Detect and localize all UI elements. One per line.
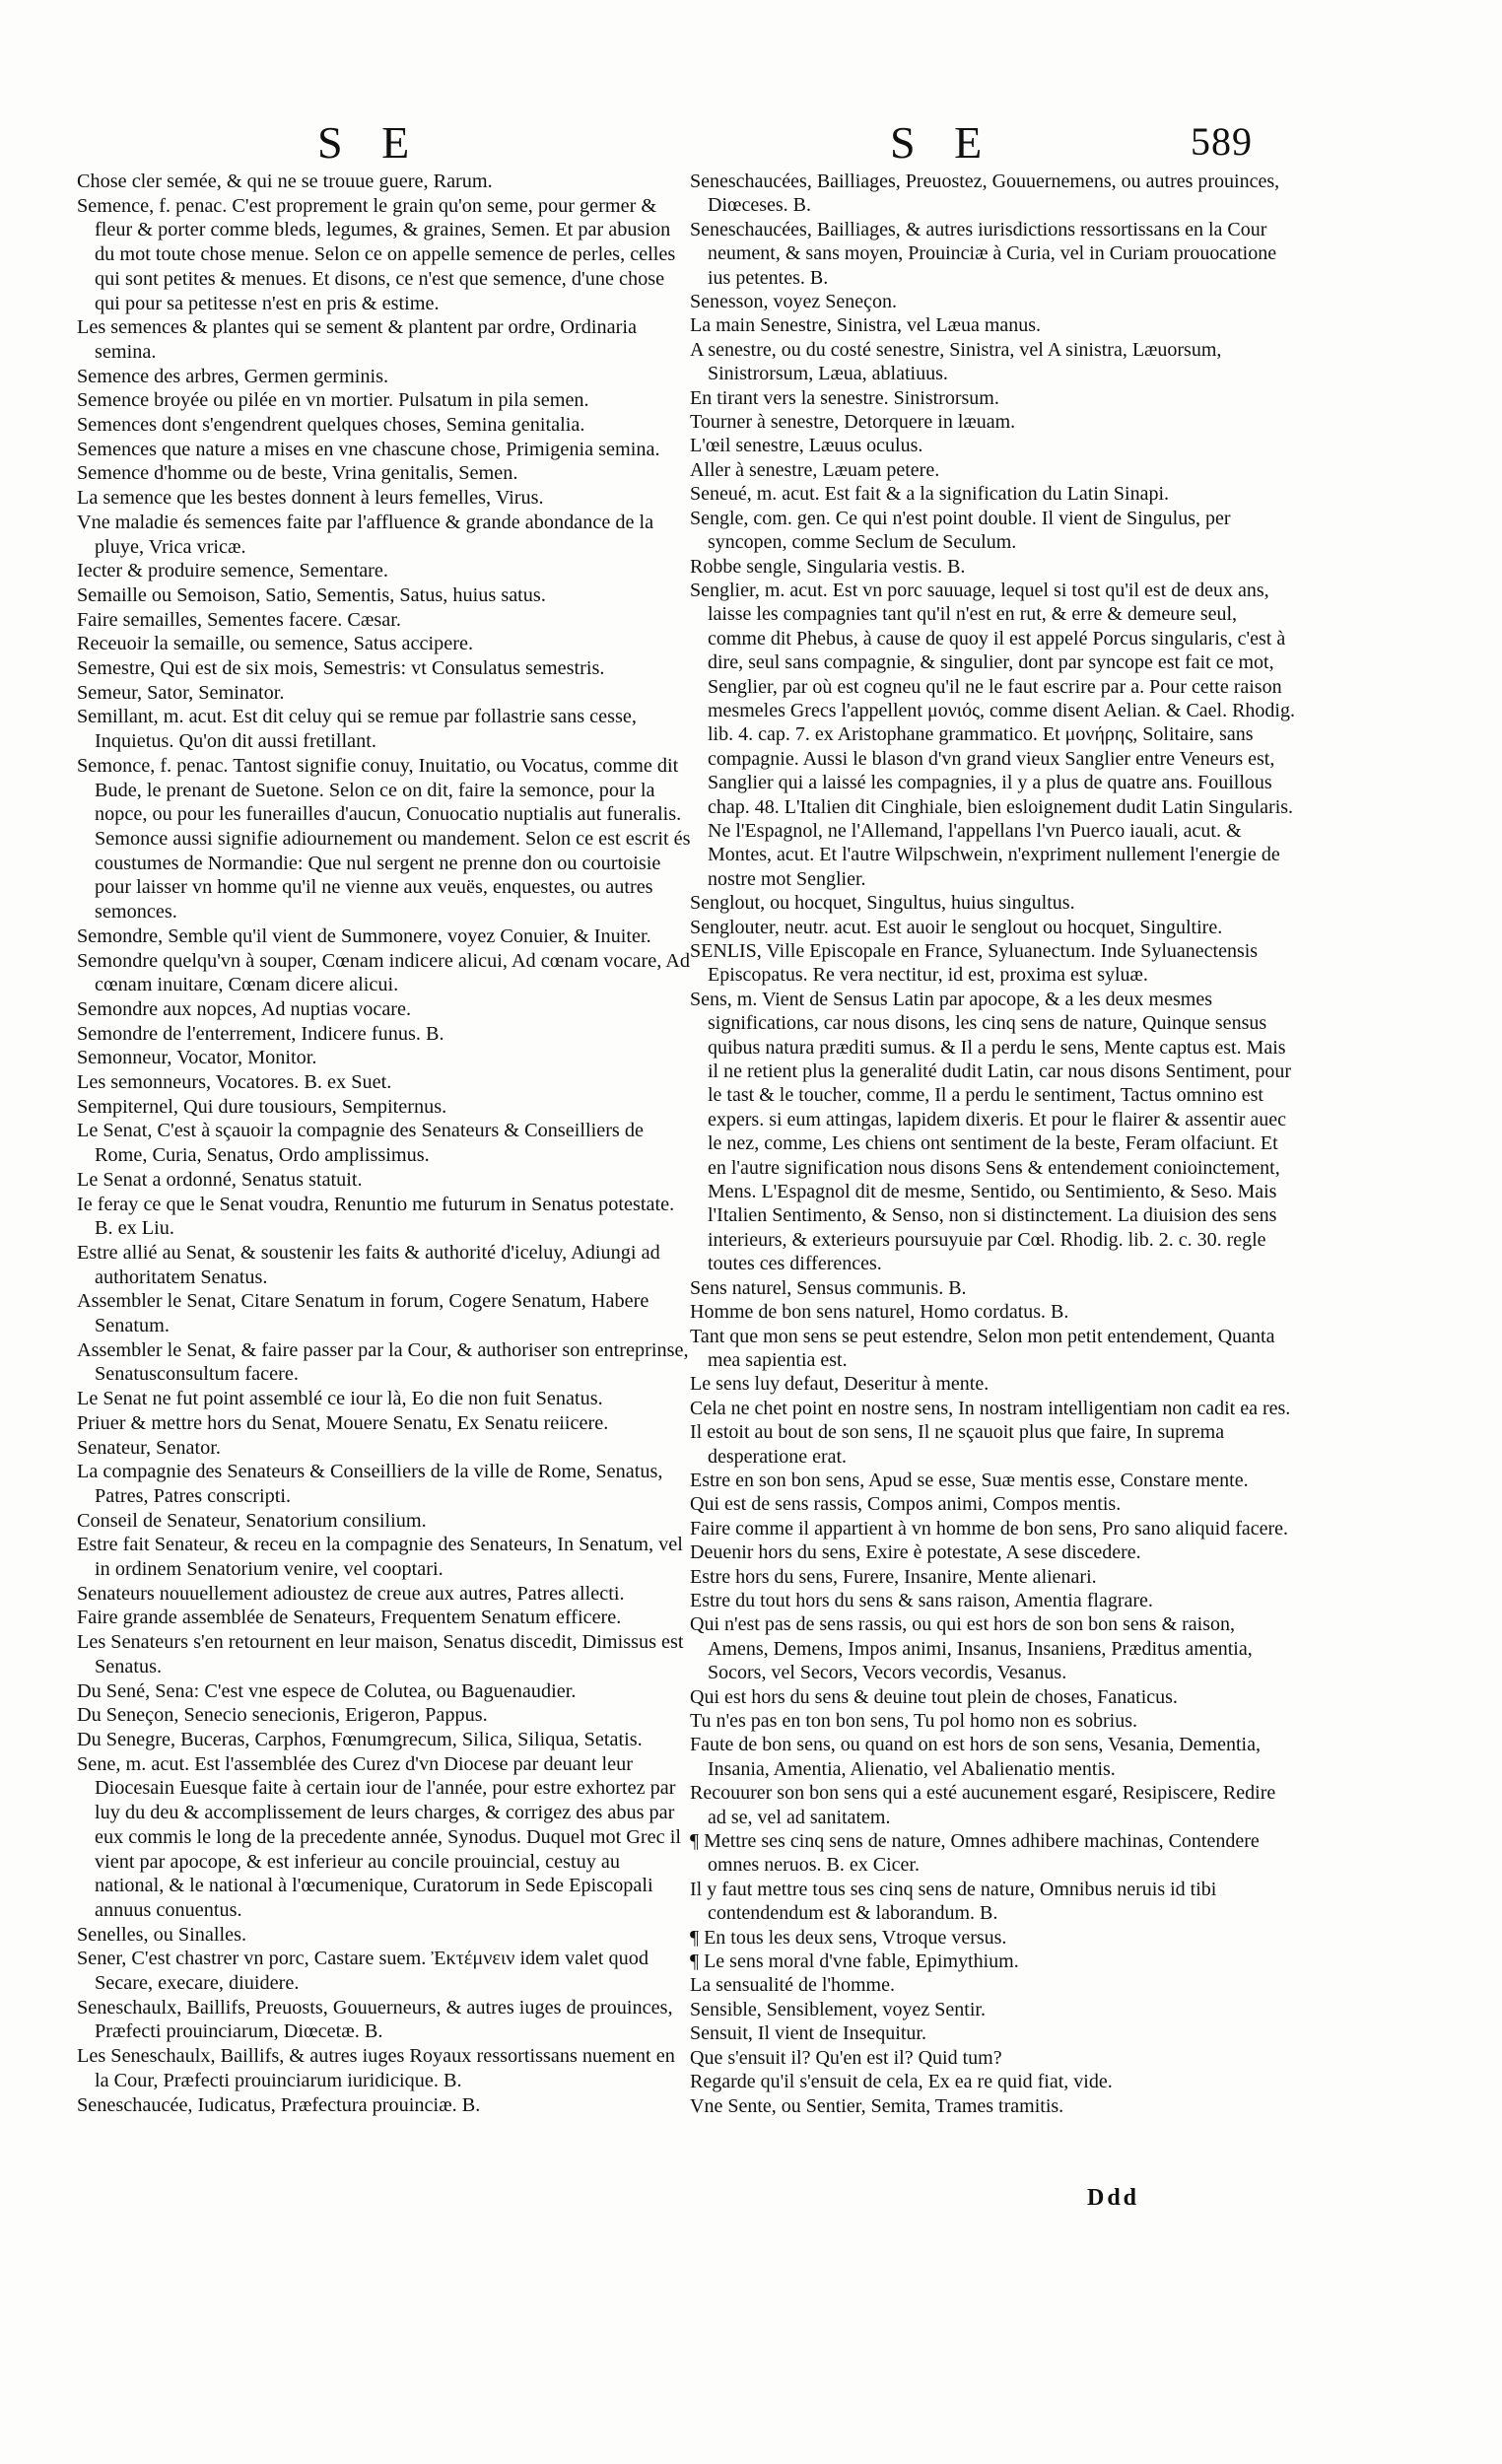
signature-mark: Ddd (1087, 2185, 1140, 2211)
dictionary-entry: Semestre, Qui est de six mois, Semestris: vt Consulatus semestris. (77, 657, 605, 680)
dictionary-entry: Tu n'es pas en ton bon sens, Tu pol homo non es sobrius. (690, 1710, 1138, 1732)
dictionary-entry: Du Seneçon, Senecio senecionis, Erigeron, Pappus. (77, 1704, 488, 1727)
dictionary-entry: Faire semailles, Sementes facere. Cæsar. (77, 608, 401, 631)
dictionary-entry: Sensuit, Il vient de Insequitur. (690, 2022, 926, 2045)
dictionary-entry: Estre fait Senateur, & receu en la compagnie des Senateurs, In Senatum, vel in ordinem Senatorium venire, vel cooptari. (77, 1534, 683, 1581)
dictionary-entry: Priuer & mettre hors du Senat, Mouere Senatu, Ex Senatu reiicere. (77, 1411, 609, 1434)
dictionary-entry: Faire comme il appartient à vn homme de bon sens, Pro sano aliquid facere. (690, 1517, 1289, 1540)
dictionary-entry: L'œil senestre, Læuus oculus. (690, 435, 923, 457)
dictionary-entry: Aller à senestre, Læuam petere. (690, 458, 940, 481)
dictionary-entry: Semence, f. penac. C'est proprement le grain qu'on seme, pour germer & fleur & porter comme bleds, legumes, & graines, Semen. Et par abusion du mot toute chose menue. Selon ce on appelle semence de perles, celles qui sont petites & menues. Et disons, ce n'est que semence, d'une chose qui pour sa petitesse n'est en pris & estime. (77, 194, 676, 314)
dictionary-entry: Regarde qu'il s'ensuit de cela, Ex ea re quid fiat, vide. (690, 2071, 1113, 2093)
dictionary-entry: Estre hors du sens, Furere, Insanire, Mente alienari. (690, 1565, 1097, 1588)
dictionary-entry: Qui est de sens rassis, Compos animi, Compos mentis. (690, 1493, 1122, 1516)
dictionary-entry: Qui est hors du sens & deuine tout plein de choses, Fanaticus. (690, 1685, 1178, 1708)
dictionary-entry: Semeur, Sator, Seminator. (77, 681, 285, 704)
dictionary-entry: Cela ne chet point en nostre sens, In nostram intelligentiam non cadit ea res. (690, 1397, 1291, 1419)
page-number: 589 (1191, 119, 1253, 164)
dictionary-entry: ¶ En tous les deux sens, Vtroque versus. (690, 1926, 1007, 1949)
running-head-left: S E (317, 117, 424, 168)
dictionary-entry: La main Senestre, Sinistra, vel Læua manus. (690, 314, 1042, 337)
dictionary-entry: Il y faut mettre tous ses cinq sens de nature, Omnibus neruis id tibi contendendum est & laborandum. B. (690, 1878, 1217, 1925)
right-column (690, 170, 1295, 2118)
dictionary-entry: Faire grande assemblée de Senateurs, Frequentem Senatum efficere. (77, 1607, 622, 1629)
dictionary-entry: Tourner à senestre, Detorquere in læuam. (690, 411, 1016, 434)
dictionary-entry: ¶ Mettre ses cinq sens de nature, Omnes adhibere machinas, Contendere omnes neruos. B. ex Cicer. (690, 1830, 1260, 1877)
dictionary-entry: Seneschaulx, Baillifs, Preuosts, Gouuerneurs, & autres iuges de prouinces, Præfecti prouinciarum, Diœcetæ. B. (77, 1996, 673, 2043)
dictionary-entry: Homme de bon sens naturel, Homo cordatus. B. (690, 1301, 1069, 1324)
dictionary-entry: Estre du tout hors du sens & sans raison, Amentia flagrare. (690, 1589, 1153, 1611)
dictionary-entry: Semence des arbres, Germen germinis. (77, 365, 389, 387)
dictionary-entry: Semonce, f. penac. Tantost signifie conuy, Inuitatio, ou Vocatus, comme dit Bude, le prenant de Suetone. Selon ce on dit, faire la semonce, pour la nopce, ou pour les funerailles d'aucun, Conuocatio nuptialis aut funeralis. Semonce aussi signifie adiournement ou mandement. Selon ce est escrit és coustumes de Normandie: Que nul sergent ne prenne don ou courtoisie pour laisser vn homme qu'il ne vienne aux veuës, enquestes, ou autres semonces. (77, 754, 691, 924)
dictionary-entry: Semondre quelqu'vn à souper, Cœnam indicere alicui, Ad cœnam vocare, Ad cœnam inuitare, Cœnam dicere alicui. (77, 949, 690, 996)
dictionary-entry: Que s'ensuit il? Qu'en est il? Quid tum? (690, 2046, 1002, 2069)
dictionary-entry: La compagnie des Senateurs & Conseilliers de la ville de Rome, Senatus, Patres, Patres conscripti. (77, 1461, 663, 1507)
dictionary-entry: Semences que nature a mises en vne chascune chose, Primigenia semina. (77, 438, 660, 460)
dictionary-entry: Du Senegre, Buceras, Carphos, Fœnumgrecum, Silica, Siliqua, Setatis. (77, 1729, 643, 1750)
dictionary-entry: Sener, C'est chastrer vn porc, Castare suem. Ἐκτέμνειν idem valet quod Secare, execare, diuidere. (77, 1948, 649, 1995)
dictionary-entry: Sene, m. acut. Est l'assemblée des Curez d'vn Diocese par deuant leur Diocesain Euesque faite à certain iour de l'année, pour estre exhortez par luy du deu & accomplissement de leurs charges, & corrigez des abus par eux commis le long de la precedente année, Synodus. Duquel mot Grec il vient par apocope, & est inferieur au concile prouincial, cestuy au national, & le national à l'œcumenique, Curatorum in Sede Episcopali annuus conuentus. (77, 1752, 681, 1921)
dictionary-entry: Seneschaucées, Bailliages, Preuostez, Gouuernemens, ou autres prouinces, Diœceses. B. (690, 171, 1280, 217)
dictionary-entry: Vne Sente, ou Sentier, Semita, Trames tramitis. (690, 2094, 1064, 2117)
dictionary-entry: Senglouter, neutr. acut. Est auoir le senglout ou hocquet, Singultire. (690, 916, 1223, 938)
dictionary-entry: Du Sené, Sena: C'est vne espece de Colutea, ou Baguenaudier. (77, 1679, 577, 1702)
dictionary-entry: ¶ Le sens moral d'vne fable, Epimythium. (690, 1951, 1019, 1973)
dictionary-entry: Semondre aux nopces, Ad nuptias vocare. (77, 997, 412, 1020)
dictionary-entry: Senesson, voyez Seneçon. (690, 291, 897, 313)
dictionary-entry: Seneschaucée, Iudicatus, Præfectura prouinciæ. B. (77, 2093, 481, 2116)
dictionary-entry: Semondre, Semble qu'il vient de Summonere, voyez Conuier, & Inuiter. (77, 924, 651, 947)
dictionary-entry: Il estoit au bout de son sens, Il ne sçauoit plus que faire, In suprema desperatione erat. (690, 1421, 1225, 1468)
dictionary-entry: Semences dont s'engendrent quelques choses, Semina genitalia. (77, 414, 585, 437)
dictionary-entry: Assembler le Senat, & faire passer par la Cour, & authoriser son entreprinse, Senatusconsultum facere. (77, 1338, 689, 1386)
dictionary-entry: Seneschaucées, Bailliages, & autres iurisdictions ressortissans en la Cour neument, & sans moyen, Prouinciæ à Curia, vel in Curiam prouocatione ius petentes. B. (690, 218, 1277, 289)
dictionary-entry: Semillant, m. acut. Est dit celuy qui se remue par follastrie sans cesse, Inquietus. Qu'on dit aussi fretillant. (77, 706, 637, 753)
left-column (77, 170, 694, 2117)
dictionary-entry: Sens, m. Vient de Sensus Latin par apocope, & a les deux mesmes significations, car nous disons, les cinq sens de nature, Quinque sensus quibus natura præditi sumus. & Il a perdu le sens, Mente captus est. Mais il ne retient plus la generalité dudit Latin, car nous disons Sentiment, pour le tast & le toucher, comme, Il a perdu le sentiment, Tactus omnino est expers. si eum attingas, lapidem dixeris. Et pour le flairer & assentir auec le nez, comme, Les chiens ont sentiment de la beste, Feram olfaciunt. Et en l'autre signification nous disons Sens & entendement conioinctement, Mens. L'Espagnol dit de mesme, Sentido, ou Sentimiento, & Seso. Mais l'Italien Sentimento, & Senso, non si distinctement. La diuision des sens interieurs, & exterieurs poursuyuie par Cœl. Rhodig. lib. 2. c. 30. regle toutes ces differences. (690, 988, 1292, 1275)
dictionary-entry: Seneué, m. acut. Est fait & a la signification du Latin Sinapi. (690, 483, 1169, 506)
dictionary-entry: Faute de bon sens, ou quand on est hors de son sens, Vesania, Dementia, Insania, Amentia, Alienatio, vel Abalienatio mentis. (690, 1734, 1261, 1780)
dictionary-entry: Semondre de l'enterrement, Indicere funus. B. (77, 1022, 444, 1045)
dictionary-entry: Qui n'est pas de sens rassis, ou qui est hors de son bon sens & raison, Amens, Demens, Impos animi, Insanus, Insaniens, Præditus amentia, Socors, vel Secors, Vecors vecordis, Vesanus. (690, 1613, 1253, 1684)
dictionary-entry: Conseil de Senateur, Senatorium consilium. (77, 1509, 427, 1532)
dictionary-entry: Chose cler semée, & qui ne se trouue guere, Rarum. (77, 171, 493, 192)
dictionary-entry: Semaille ou Semoison, Satio, Sementis, Satus, huius satus. (77, 583, 546, 606)
dictionary-entry: Sengle, com. gen. Ce qui n'est point double. Il vient de Singulus, per syncopen, comme Seclum de Seculum. (690, 507, 1231, 554)
dictionary-entry: Receuoir la semaille, ou semence, Satus accipere. (77, 633, 474, 655)
dictionary-entry: Senglier, m. acut. Est vn porc sauuage, lequel si tost qu'il est de deux ans, laisse les compagnies tant qu'il n'est en rut, & erre & demeure seul, comme dit Phebus, à cause de quoy il est appelé Porcus singularis, c'est à dire, seul sans compagnie, & singulier, dont par syncope est fait ce mot, Senglier, par où est cogneu qu'il ne le faut escrire par a. Pour cette raison mesmeles Grecs l'appellent μονιός, comme disent Aelian. & Cael. Rhodig. lib. 4. cap. 7. ex Aristophane grammatico. Et μονήρης, Solitaire, sans compagnie. Aussi le blason d'vn grand vieux Sanglier entre Veneurs est, Sanglier qui a laissé les compagnies, il y a plus de quatre ans. Fouillous chap. 48. L'Italien dit Cinghiale, bien esloignement dudit Latin Singularis. Ne l'Espagnol, ne l'Allemand, l'appellans l'vn Puerco iauali, acut. & Montes, acut. Et l'autre Wilpschwein, n'expriment nullement l'energie de nostre mot Senglier. (690, 579, 1295, 890)
dictionary-entry: Le Senat a ordonné, Senatus statuit. (77, 1168, 363, 1191)
running-head-right: S E (890, 117, 996, 168)
dictionary-entry: Iecter & produire semence, Sementare. (77, 560, 388, 582)
dictionary-entry: Tant que mon sens se peut estendre, Selon mon petit entendement, Quanta mea sapientia est. (690, 1325, 1275, 1371)
dictionary-entry: Semonneur, Vocator, Monitor. (77, 1047, 317, 1069)
dictionary-entry: Ie feray ce que le Senat voudra, Renuntio me futurum in Senatus potestate. B. ex Liu. (77, 1193, 675, 1240)
dictionary-entry: Deuenir hors du sens, Exire è potestate, A sese discedere. (690, 1541, 1141, 1564)
dictionary-entry: Senelles, ou Sinalles. (77, 1923, 247, 1946)
dictionary-entry: Estre en son bon sens, Apud se esse, Suæ mentis esse, Constare mente. (690, 1469, 1249, 1491)
dictionary-entry: Le sens luy defaut, Deseritur à mente. (690, 1373, 990, 1396)
dictionary-entry: Senateur, Senator. (77, 1436, 221, 1459)
dictionary-entry: Le Senat, C'est à sçauoir la compagnie des Senateurs & Conseilliers de Rome, Curia, Senatus, Ordo amplissimus. (77, 1120, 644, 1167)
dictionary-entry: Robbe sengle, Singularia vestis. B. (690, 555, 966, 578)
dictionary-entry: Vne maladie és semences faite par l'affluence & grande abondance de la pluye, Vrica vricæ. (77, 511, 654, 558)
dictionary-entry: Les Seneschaulx, Baillifs, & autres iuges Royaux ressortissans nuement en la Cour, Præfecti prouinciarum iuridicique. B. (77, 2045, 675, 2091)
dictionary-entry: SENLIS, Ville Episcopale en France, Syluanectum. Inde Syluanectensis Episcopatus. Re vera nectitur, id est, proxima est syluæ. (690, 940, 1259, 987)
dictionary-entry: Sens naturel, Sensus communis. B. (690, 1276, 967, 1299)
dictionary-entry: Assembler le Senat, Citare Senatum in forum, Cogere Senatum, Habere Senatum. (77, 1290, 649, 1337)
dictionary-entry: Les semonneurs, Vocatores. B. ex Suet. (77, 1071, 392, 1094)
dictionary-entry: Recouurer son bon sens qui a esté aucunement esgaré, Resipiscere, Redire ad se, vel ad sanitatem. (690, 1782, 1276, 1828)
dictionary-entry: Le Senat ne fut point assemblé ce iour là, Eo die non fuit Senatus. (77, 1388, 603, 1410)
dictionary-entry: Sensible, Sensiblement, voyez Sentir. (690, 1998, 986, 2020)
dictionary-entry: En tirant vers la senestre. Sinistrorsum. (690, 386, 999, 409)
dictionary-entry: A senestre, ou du costé senestre, Sinistra, vel A sinistra, Læuorsum, Sinistrorsum, Læua, ablatiuus. (690, 338, 1222, 385)
dictionary-entry: Les semences & plantes qui se sement & plantent par ordre, Ordinaria semina. (77, 316, 637, 363)
dictionary-entry: Semence d'homme ou de beste, Vrina genitalis, Semen. (77, 462, 518, 485)
dictionary-entry: Semence broyée ou pilée en vn mortier. Pulsatum in pila semen. (77, 389, 589, 412)
dictionary-entry: Senglout, ou hocquet, Singultus, huius singultus. (690, 892, 1075, 915)
dictionary-entry: Senateurs nouuellement adioustez de creue aux autres, Patres allecti. (77, 1582, 625, 1605)
dictionary-entry: Estre allié au Senat, & soustenir les faits & authorité d'iceluy, Adiungi ad authoritatem Senatus. (77, 1241, 660, 1288)
dictionary-entry: Les Senateurs s'en retournent en leur maison, Senatus discedit, Dimissus est Senatus. (77, 1631, 684, 1677)
dictionary-entry: Sempiternel, Qui dure tousiours, Sempiternus. (77, 1095, 447, 1118)
dictionary-entry: La sensualité de l'homme. (690, 1974, 895, 1997)
dictionary-entry: La semence que les bestes donnent à leurs femelles, Virus. (77, 487, 544, 510)
